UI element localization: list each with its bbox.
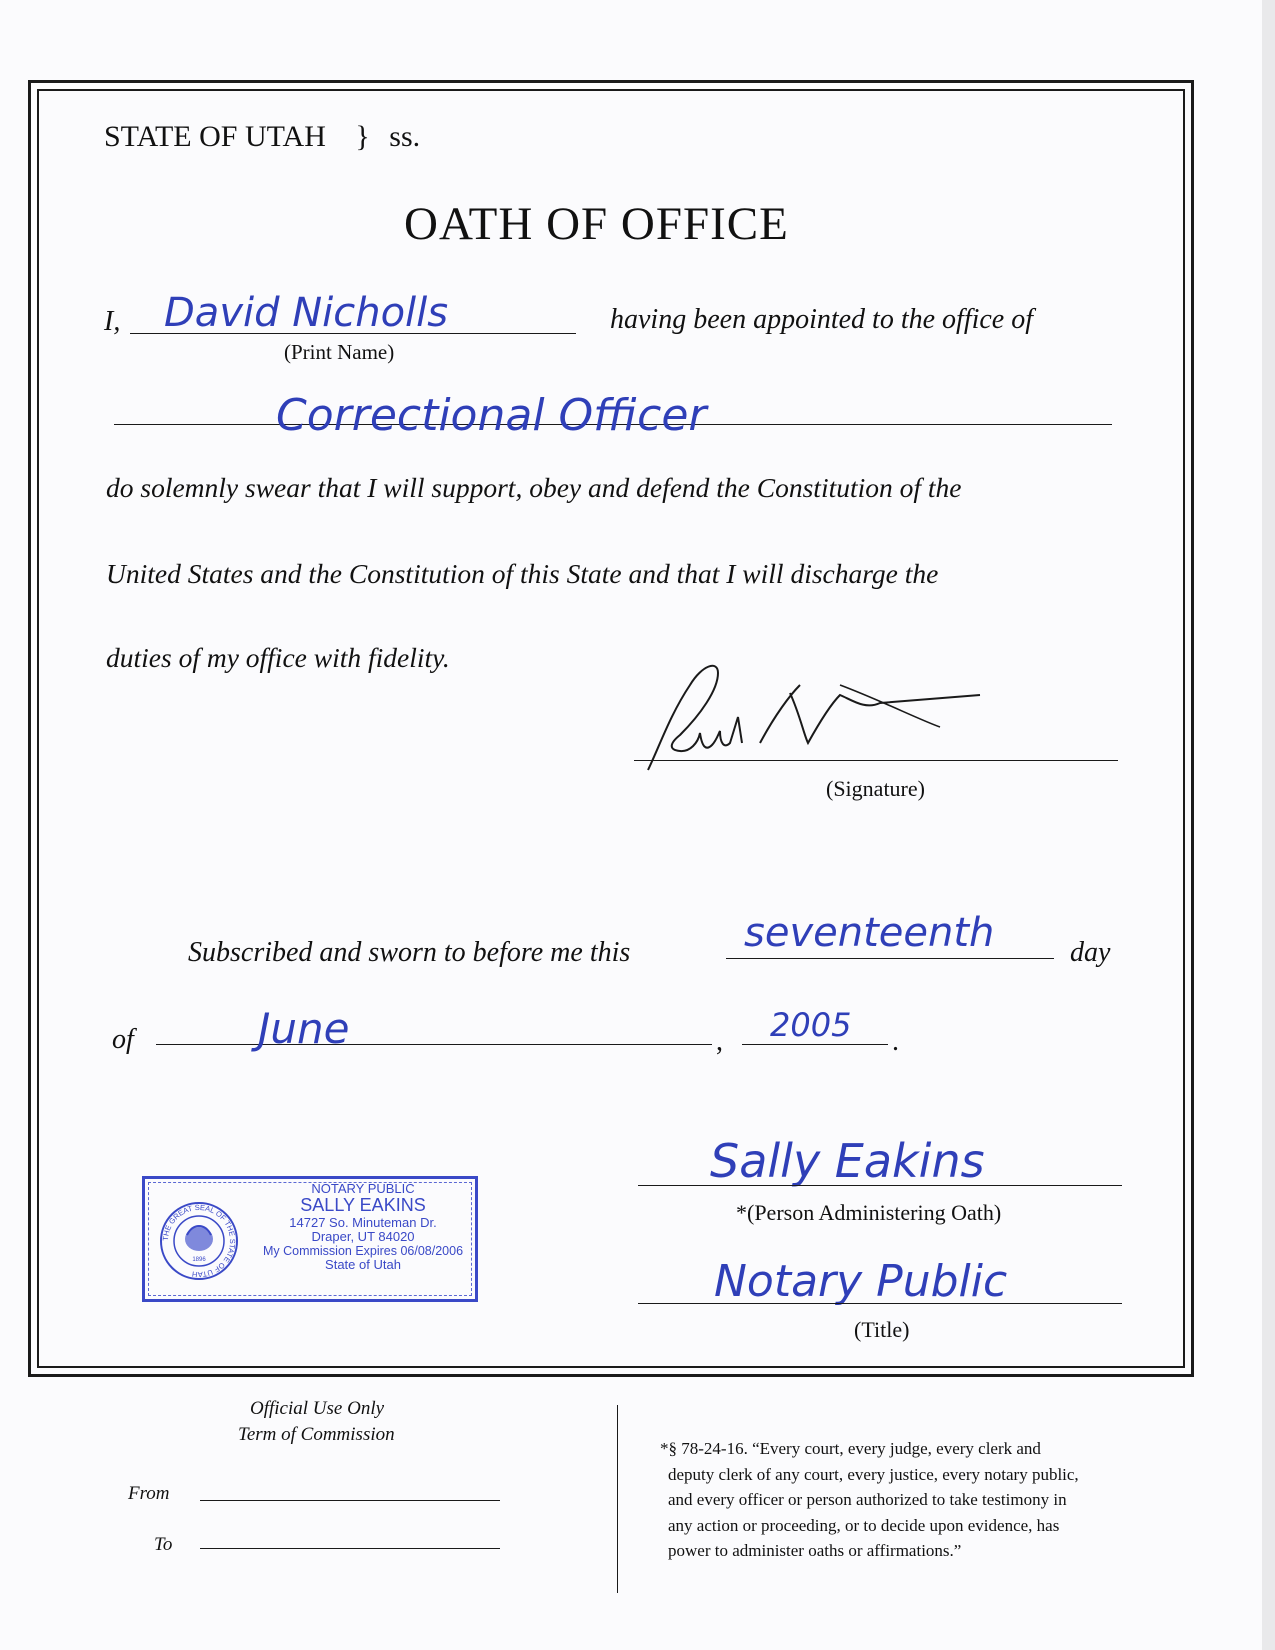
administrator-line: [638, 1185, 1122, 1186]
footnote-line-1: *§ 78-24-16. “Every court, every judge, every clerk and: [660, 1439, 1041, 1458]
brace: }: [355, 120, 370, 153]
administrator-caption: *(Person Administering Oath): [736, 1200, 1002, 1225]
year-line: [742, 1044, 888, 1045]
oath-text-line-3: duties of my office with fidelity.: [106, 642, 450, 673]
oath-text-line-1: do solemnly swear that I will support, obey and defend the Constitution of the: [106, 472, 962, 503]
state-name: STATE OF UTAH: [104, 120, 326, 153]
stamp-name: SALLY EAKINS: [300, 1195, 426, 1216]
period: .: [892, 1026, 899, 1057]
footer-divider: [617, 1405, 618, 1593]
title-handwritten: Notary Public: [714, 1256, 1008, 1307]
stamp-text-block: [255, 1182, 471, 1273]
term-of-commission: Term of Commission: [238, 1424, 395, 1445]
name-handwritten: David Nicholls: [164, 290, 449, 336]
signature-line: [634, 760, 1118, 761]
page-title: OATH OF OFFICE: [404, 198, 789, 250]
notary-stamp: [142, 1176, 478, 1302]
day-word: day: [1070, 937, 1111, 968]
stamp-commission: My Commission Expires 06/08/2006: [262, 1243, 464, 1258]
stamp-state: State of Utah: [325, 1257, 401, 1273]
stamp-label: NOTARY PUBLIC: [311, 1181, 415, 1196]
oath-text-line-2: United States and the Constitution of this State and that I will discharge the: [106, 558, 939, 589]
sworn-text: Subscribed and sworn to before me this: [188, 937, 631, 968]
oath-prefix: I,: [104, 306, 121, 337]
of-word: of: [112, 1024, 134, 1055]
day-line: [726, 958, 1054, 959]
signature-caption: (Signature): [826, 776, 925, 801]
office-handwritten: Correctional Officer: [276, 390, 707, 441]
to-line: [200, 1548, 500, 1549]
to-label: To: [154, 1534, 173, 1555]
from-line: [200, 1500, 500, 1501]
stamp-address-2: Draper, UT 84020: [311, 1229, 415, 1245]
month-handwritten: June: [258, 1004, 350, 1053]
month-line: [156, 1044, 712, 1045]
statute-footnote: [660, 1436, 1079, 1564]
comma: ,: [716, 1026, 723, 1057]
title-caption: (Title): [854, 1317, 910, 1342]
footnote-line-4: any action or proceeding, or to decide upon evidence, has: [668, 1515, 1060, 1535]
state-seal-icon: [159, 1201, 239, 1281]
ss-label: ss.: [389, 120, 421, 153]
appointed-text: having been appointed to the office of: [610, 304, 1034, 335]
stamp-address-1: 14727 So. Minuteman Dr.: [289, 1215, 437, 1231]
footnote-line-2: deputy clerk of any court, every justice, every notary public,: [668, 1464, 1079, 1484]
seal-ring-text: THE GREAT SEAL OF THE STATE OF UTAH: [160, 1202, 238, 1280]
footnote-line-3: and every officer or person authorized to take testimony in: [668, 1490, 1067, 1509]
from-label: From: [128, 1483, 170, 1504]
seal-year: 1896: [192, 1257, 206, 1263]
officer-signature: [640, 655, 990, 780]
year-handwritten: 2005: [770, 1006, 852, 1044]
title-line: [638, 1303, 1122, 1304]
state-heading: [104, 120, 420, 154]
administrator-signature: Sally Eakins: [710, 1134, 985, 1188]
footnote-line-5: power to administer oaths or affirmations.”: [668, 1541, 962, 1560]
official-use-heading: Official Use Only: [250, 1398, 385, 1419]
name-caption: (Print Name): [284, 340, 395, 364]
day-handwritten: seventeenth: [744, 910, 995, 956]
